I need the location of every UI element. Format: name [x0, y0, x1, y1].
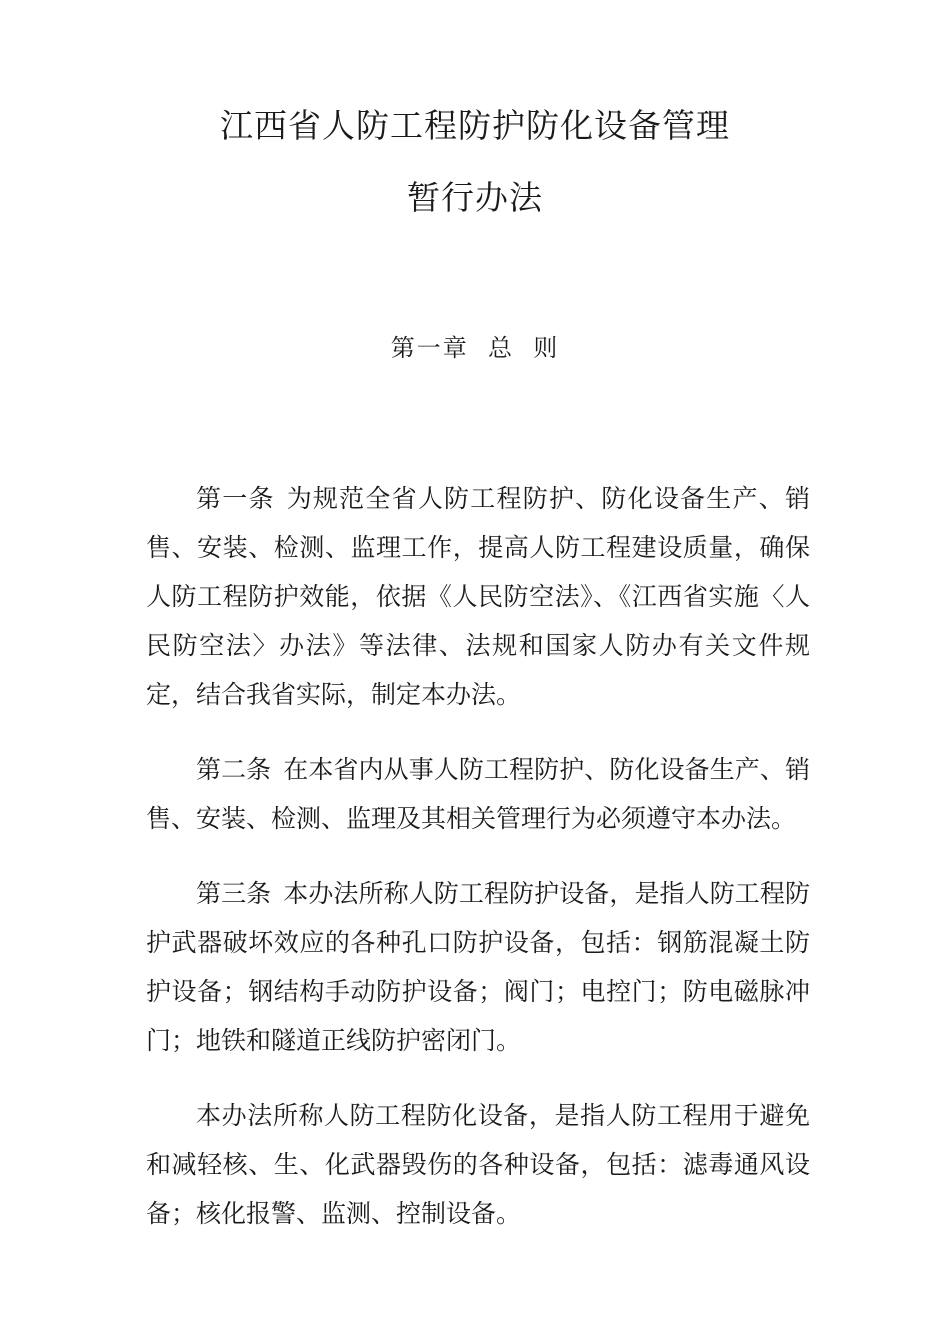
- article-text: 本办法所称人防工程防化设备，是指人防工程用于避免和减轻核、生、化武器毁伤的各种设备，包括：滤毒通风设备；核化报警、监测、控制设备。: [146, 1101, 810, 1228]
- article-3-continuation-paragraph: [146, 1091, 810, 1238]
- article-text: 为规范全省人防工程防护、防化设备生产、销售、安装、检测、监理工作，提高人防工程建设质量，确保人防工程防护效能，依据《人民防空法》、《江西省实施〈人民防空法〉办法》等法律、法规和国家人防办有关文件规定，结合我省实际，制定本办法。: [146, 484, 810, 709]
- article-number: 第一条: [196, 484, 275, 513]
- article-2-paragraph: [146, 745, 810, 843]
- article-text: 在本省内从事人防工程防护、防化设备生产、销售、安装、检测、监理及其相关管理行为必须遵守本办法。: [146, 755, 810, 833]
- article-text: 本办法所称人防工程防护设备，是指人防工程防护武器破坏效应的各种孔口防护设备，包括：钢筋混凝土防护设备；钢结构手动防护设备；阀门；电控门；防电磁脉冲门；地铁和隧道正线防护密闭门。: [146, 879, 810, 1055]
- document-title-line-2: 暂行办法: [407, 178, 543, 217]
- article-3-paragraph: [146, 869, 810, 1065]
- article-number: 第三条: [196, 879, 272, 908]
- document-title-line-1: 江西省人防工程防护防化设备管理: [220, 106, 730, 145]
- article-number: 第二条: [196, 755, 272, 784]
- document-body: [146, 474, 810, 1264]
- article-1-paragraph: [146, 474, 810, 719]
- chapter-heading: 第一章 总 则: [390, 334, 560, 362]
